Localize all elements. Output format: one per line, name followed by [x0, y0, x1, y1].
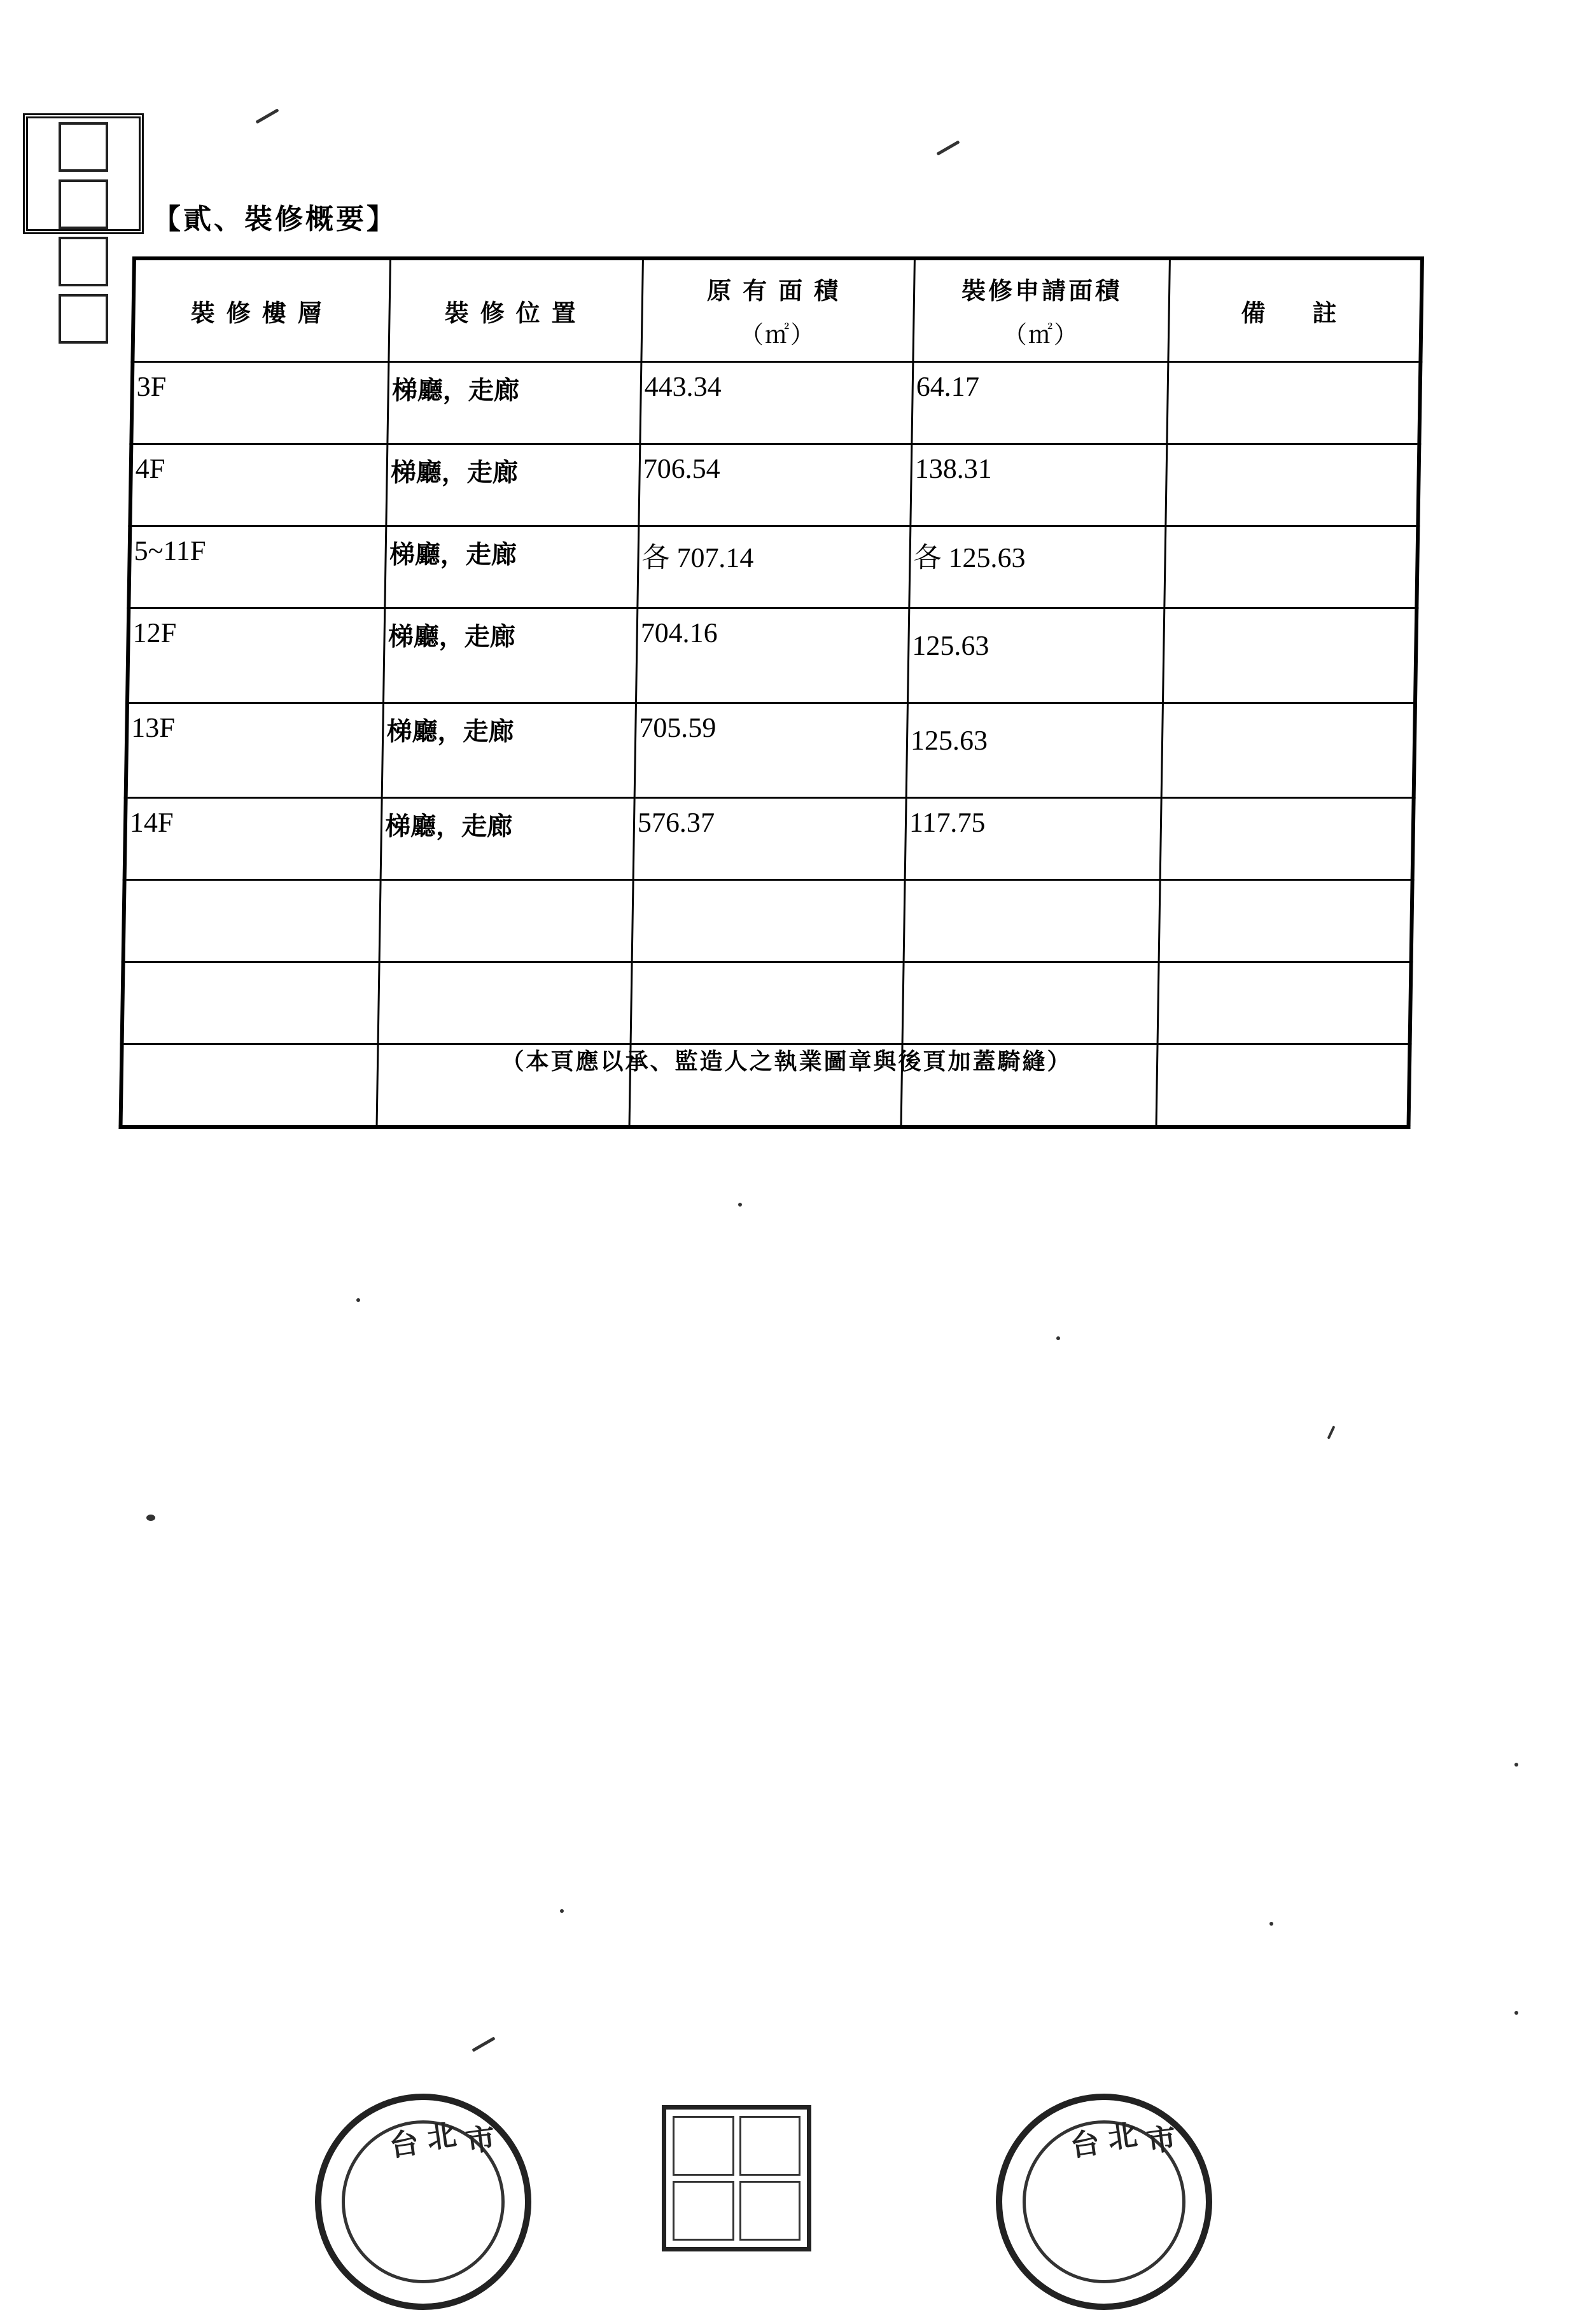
cell-original-area: 576.37: [633, 798, 906, 880]
table-row: [129, 526, 1418, 608]
table-row: [131, 362, 1420, 444]
seal-glyph: [739, 2181, 801, 2241]
seal-char: 北: [1105, 2117, 1140, 2155]
cell-location: 梯廳，走廊: [381, 798, 634, 880]
cell-floor: 5~11F: [129, 526, 386, 608]
cell-location: 梯廳，走廊: [386, 444, 640, 526]
cell-location: 梯廳，走廊: [384, 608, 638, 703]
seal-char: 市: [463, 2120, 498, 2159]
scan-speck: [146, 1515, 155, 1521]
seal-glyph: [59, 122, 108, 172]
seal-char: 台: [387, 2125, 421, 2164]
cell-original-area: 704.16: [636, 608, 909, 703]
header-location: 裝修位置: [389, 258, 643, 362]
cell-floor: [123, 880, 381, 962]
seal-glyph: [59, 179, 108, 229]
cell-location: [379, 880, 633, 962]
cell-remarks: [1167, 362, 1421, 444]
header-applied-area-unit: （㎡）: [1002, 321, 1080, 349]
seal-glyph: [59, 294, 108, 344]
seal-glyph: [673, 2181, 734, 2241]
cell-applied-area: [904, 880, 1160, 962]
cell-remarks: [1164, 526, 1418, 608]
seal-char: 北: [424, 2117, 459, 2155]
table-row: [127, 608, 1416, 703]
cell-location: [378, 962, 632, 1044]
cell-remarks: [1160, 798, 1414, 880]
cell-original-area: 705.59: [634, 703, 907, 798]
seal-glyph: [739, 2116, 801, 2176]
seal-char: 台: [1068, 2125, 1102, 2164]
renovation-summary-table-wrapper: [120, 256, 1424, 1014]
scan-speck: [936, 140, 960, 155]
cell-applied-area: 64.17: [912, 362, 1168, 444]
scan-speck: [1514, 2011, 1518, 2015]
cell-original-area: 706.54: [639, 444, 912, 526]
cell-remarks: [1163, 608, 1416, 703]
renovation-summary-table: [118, 256, 1424, 1129]
cell-original-area: 各 707.14: [638, 526, 911, 608]
cell-floor: 4F: [130, 444, 388, 526]
cell-original-area: 443.34: [640, 362, 913, 444]
seal-char: 市: [1144, 2120, 1178, 2159]
scan-speck: [1327, 1425, 1336, 1439]
cell-applied-area: 125.63: [908, 608, 1164, 703]
cell-applied-area: [902, 962, 1159, 1044]
section-title: 【貳、裝修概要】: [153, 203, 397, 235]
scan-speck: [1269, 1922, 1273, 1926]
seal-glyph: [59, 237, 108, 286]
cell-applied-area: 117.75: [905, 798, 1161, 880]
scan-speck: [1514, 1763, 1518, 1767]
table-row: [126, 703, 1415, 798]
cell-applied-area: 125.63: [906, 703, 1163, 798]
cell-original-area: [631, 962, 904, 1044]
cell-location: 梯廳，走廊: [382, 703, 636, 798]
header-applied-area-label: 裝修申請面積: [961, 276, 1122, 305]
table-row: [125, 798, 1414, 880]
cell-floor: [122, 962, 380, 1044]
table-row: [130, 444, 1419, 526]
round-seal-stamp-left: [301, 2080, 545, 2324]
header-floor: 裝修樓層: [132, 258, 390, 362]
cell-remarks: [1166, 444, 1420, 526]
cell-floor: 14F: [125, 798, 382, 880]
cell-original-area: [632, 880, 905, 962]
cell-floor: 12F: [127, 608, 385, 703]
scan-speck: [255, 108, 279, 123]
cell-floor: 13F: [126, 703, 384, 798]
header-original-area: [641, 258, 915, 362]
cell-remarks: [1161, 703, 1415, 798]
round-seal-stamp-right: [982, 2080, 1226, 2324]
cell-remarks: [1159, 880, 1413, 962]
cell-applied-area: 138.31: [911, 444, 1167, 526]
stamp-instruction-footnote: （本頁應以承、監造人之執業圖章與後頁加蓋騎縫）: [501, 1048, 1072, 1075]
header-remarks: 備 註: [1168, 258, 1422, 362]
cell-location: 梯廳，走廊: [385, 526, 639, 608]
scan-speck: [560, 1909, 564, 1913]
corner-seal-stamp: [23, 113, 144, 234]
scan-speck: [738, 1203, 742, 1207]
header-original-area-unit: （㎡）: [739, 321, 816, 349]
header-applied-area: [913, 258, 1170, 362]
scan-speck: [356, 1298, 360, 1302]
cell-remarks: [1157, 962, 1411, 1044]
table-row: [123, 880, 1413, 962]
cell-applied-area: 各 125.63: [909, 526, 1166, 608]
scan-speck: [472, 2036, 495, 2052]
scan-speck: [1056, 1336, 1060, 1340]
table-header-row: [132, 258, 1422, 362]
cell-floor: 3F: [131, 362, 389, 444]
header-original-area-label: 原有面積: [706, 276, 850, 305]
cell-location: 梯廳，走廊: [388, 362, 641, 444]
table-row: [122, 962, 1411, 1044]
seal-glyph: [673, 2116, 734, 2176]
